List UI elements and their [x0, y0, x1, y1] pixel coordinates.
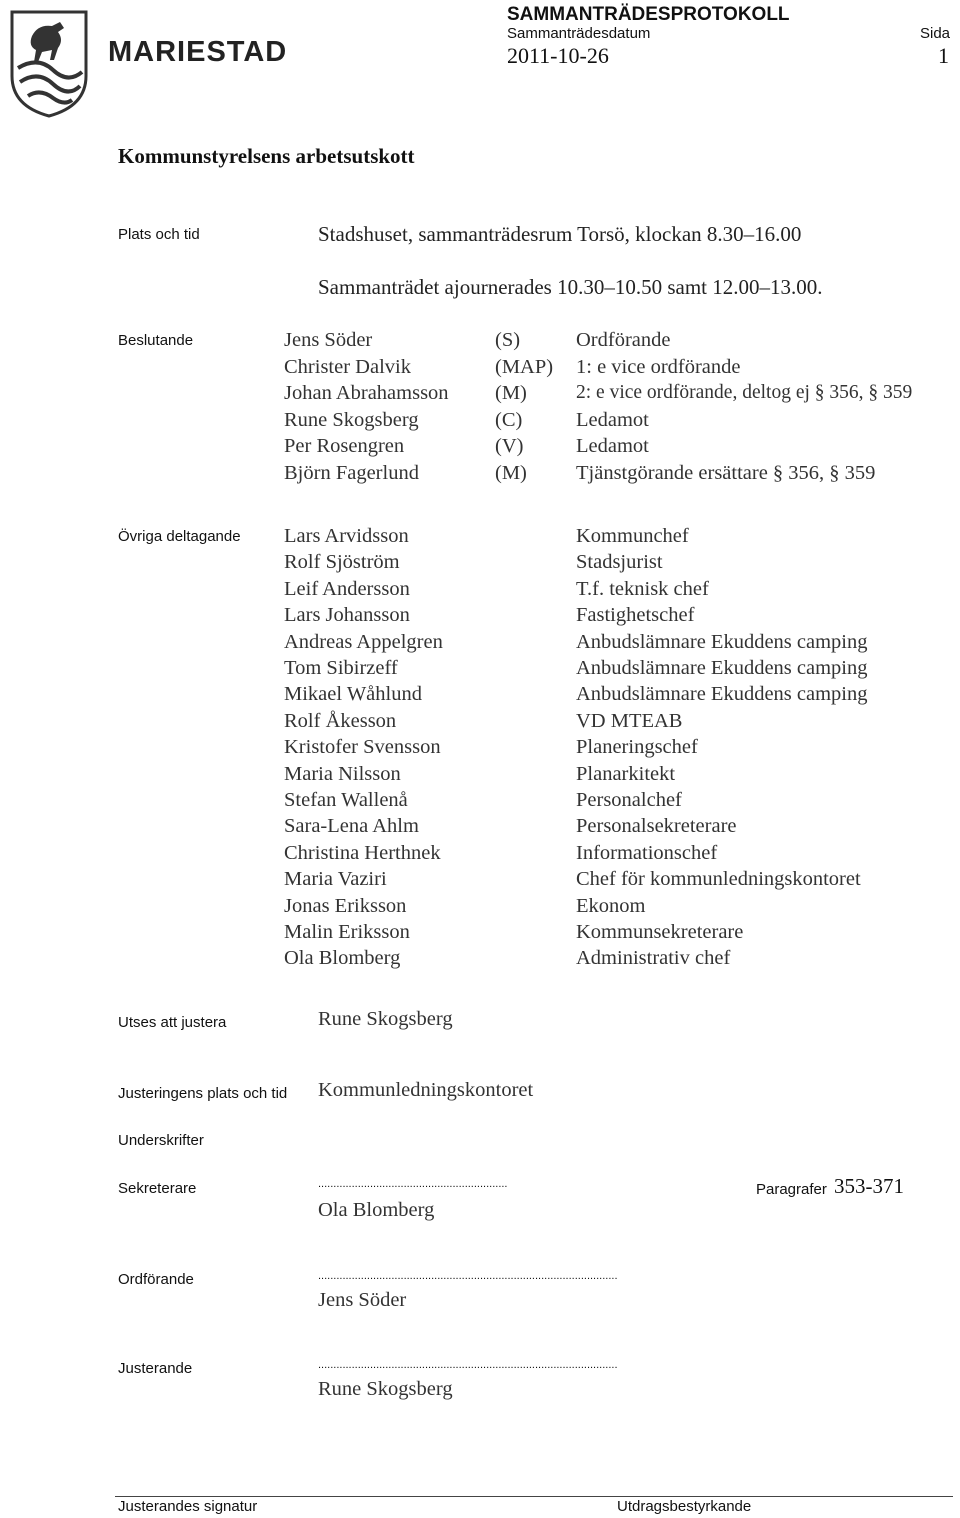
- others-role: Kommunsekreterare: [576, 921, 744, 943]
- date-label: Sammanträdesdatum: [507, 25, 651, 42]
- deciding-party: (S): [495, 329, 521, 351]
- meeting-date: 2011-10-26: [507, 43, 609, 68]
- deciding-name: Per Rosengren: [284, 435, 405, 457]
- others-name: Maria Nilsson: [284, 762, 401, 785]
- others-name: Mikael Wåhlund: [284, 683, 422, 706]
- others-name: Leif Andersson: [284, 577, 410, 600]
- others-role: Anbudslämnare Ekuddens camping: [576, 657, 868, 679]
- adjuster-label: Utses att justera: [118, 1014, 227, 1031]
- others-name: Lars Arvidsson: [284, 525, 409, 547]
- chair-signature-line: ..................................................................................................: [318, 1270, 618, 1282]
- secretary-signature-line: ..............................................................: [318, 1178, 508, 1190]
- paragraphs-value: 353-371: [834, 1174, 904, 1198]
- paragraphs-label: Paragrafer: [756, 1181, 827, 1198]
- others-role: Planeringschef: [576, 736, 698, 759]
- place-time-line1: Stadshuset, sammanträdesrum Torsö, klockan 8.30–16.00: [318, 222, 802, 246]
- others-name: Tom Sibirzeff: [284, 657, 398, 679]
- page-number: 1: [938, 43, 949, 68]
- others-name: Ola Blomberg: [284, 947, 401, 970]
- deciding-role: 1: e vice ordförande: [576, 356, 741, 378]
- adjuster-sign-name: Rune Skogsberg: [318, 1378, 453, 1400]
- committee-title: Kommunstyrelsens arbetsutskott: [118, 144, 415, 168]
- footer-right: Utdragsbestyrkande: [617, 1498, 752, 1515]
- others-name: Sara-Lena Ahlm: [284, 815, 419, 838]
- others-role: Stadsjurist: [576, 551, 663, 574]
- others-name: Christina Herthnek: [284, 841, 441, 864]
- deciding-party: (M): [495, 382, 527, 404]
- deciding-name: Björn Fagerlund: [284, 462, 419, 484]
- chair-name: Jens Söder: [318, 1289, 407, 1311]
- place-time-line2: Sammanträdet ajournerades 10.30–10.50 samt 12.00–13.00.: [318, 275, 823, 299]
- deciding-party: (MAP): [495, 356, 554, 378]
- deciding-role: Ordförande: [576, 329, 671, 351]
- adjuster-signature-line: ..................................................................................................: [318, 1359, 618, 1371]
- deciding-party: (M): [495, 462, 527, 484]
- others-role: Ekonom: [576, 894, 646, 917]
- others-name: Jonas Eriksson: [284, 894, 407, 917]
- deciding-role: 2: e vice ordförande, deltog ej § 356, § 359: [576, 382, 913, 403]
- deciding-role: Ledamot: [576, 409, 649, 431]
- others-role: Anbudslämnare Ekuddens camping: [576, 683, 868, 706]
- others-name: Stefan Wallenå: [284, 789, 408, 811]
- deciding-party: (V): [495, 435, 524, 457]
- adjuster-value: Rune Skogsberg: [318, 1008, 453, 1030]
- others-role: Fastighetschef: [576, 604, 695, 627]
- others-role: Personalsekreterare: [576, 815, 737, 838]
- others-role: T.f. teknisk chef: [576, 577, 709, 600]
- secretary-name: Ola Blomberg: [318, 1199, 435, 1221]
- others-name: Kristofer Svensson: [284, 736, 441, 759]
- adjust-place-value: Kommunledningskontoret: [318, 1079, 534, 1101]
- others-name: Malin Eriksson: [284, 921, 410, 943]
- logo-text: MARIESTAD: [108, 36, 288, 68]
- deciding-name: Christer Dalvik: [284, 356, 411, 378]
- others-name: Lars Johansson: [284, 604, 410, 627]
- deciding-label: Beslutande: [118, 332, 194, 349]
- chair-label: Ordförande: [118, 1271, 194, 1288]
- others-name: Andreas Appelgren: [284, 630, 443, 653]
- others-role: Personalchef: [576, 789, 682, 811]
- mariestad-coat-of-arms-icon: [8, 6, 90, 118]
- adjust-place-label: Justeringens plats och tid: [118, 1085, 288, 1102]
- deciding-name: Rune Skogsberg: [284, 409, 419, 431]
- adjuster-sign-label: Justerande: [118, 1360, 193, 1377]
- deciding-role: Ledamot: [576, 435, 649, 457]
- others-role: Chef för kommunledningskontoret: [576, 868, 861, 891]
- others-role: Planarkitekt: [576, 762, 676, 785]
- others-name: Rolf Sjöström: [284, 551, 400, 574]
- others-role: Administrativ chef: [576, 947, 731, 970]
- secretary-label: Sekreterare: [118, 1180, 197, 1197]
- logo: [8, 6, 288, 118]
- others-name: Rolf Åkesson: [284, 709, 397, 732]
- deciding-name: Johan Abrahamsson: [284, 382, 449, 404]
- signatures-label: Underskrifter: [118, 1132, 204, 1149]
- others-role: VD MTEAB: [576, 709, 683, 732]
- others-role: Kommunchef: [576, 525, 689, 547]
- others-role: Informationschef: [576, 841, 718, 864]
- deciding-role: Tjänstgörande ersättare § 356, § 359: [576, 462, 876, 484]
- place-time-label: Plats och tid: [118, 226, 200, 243]
- doc-type: SAMMANTRÄDESPROTOKOLL: [507, 4, 790, 25]
- others-role: Anbudslämnare Ekuddens camping: [576, 630, 868, 653]
- footer-left: Justerandes signatur: [118, 1498, 258, 1515]
- deciding-party: (C): [495, 409, 523, 431]
- deciding-name: Jens Söder: [284, 329, 373, 351]
- footer-divider: [115, 1496, 953, 1497]
- page-label: Sida: [920, 25, 951, 42]
- others-name: Maria Vaziri: [284, 868, 387, 891]
- others-label: Övriga deltagande: [118, 528, 241, 545]
